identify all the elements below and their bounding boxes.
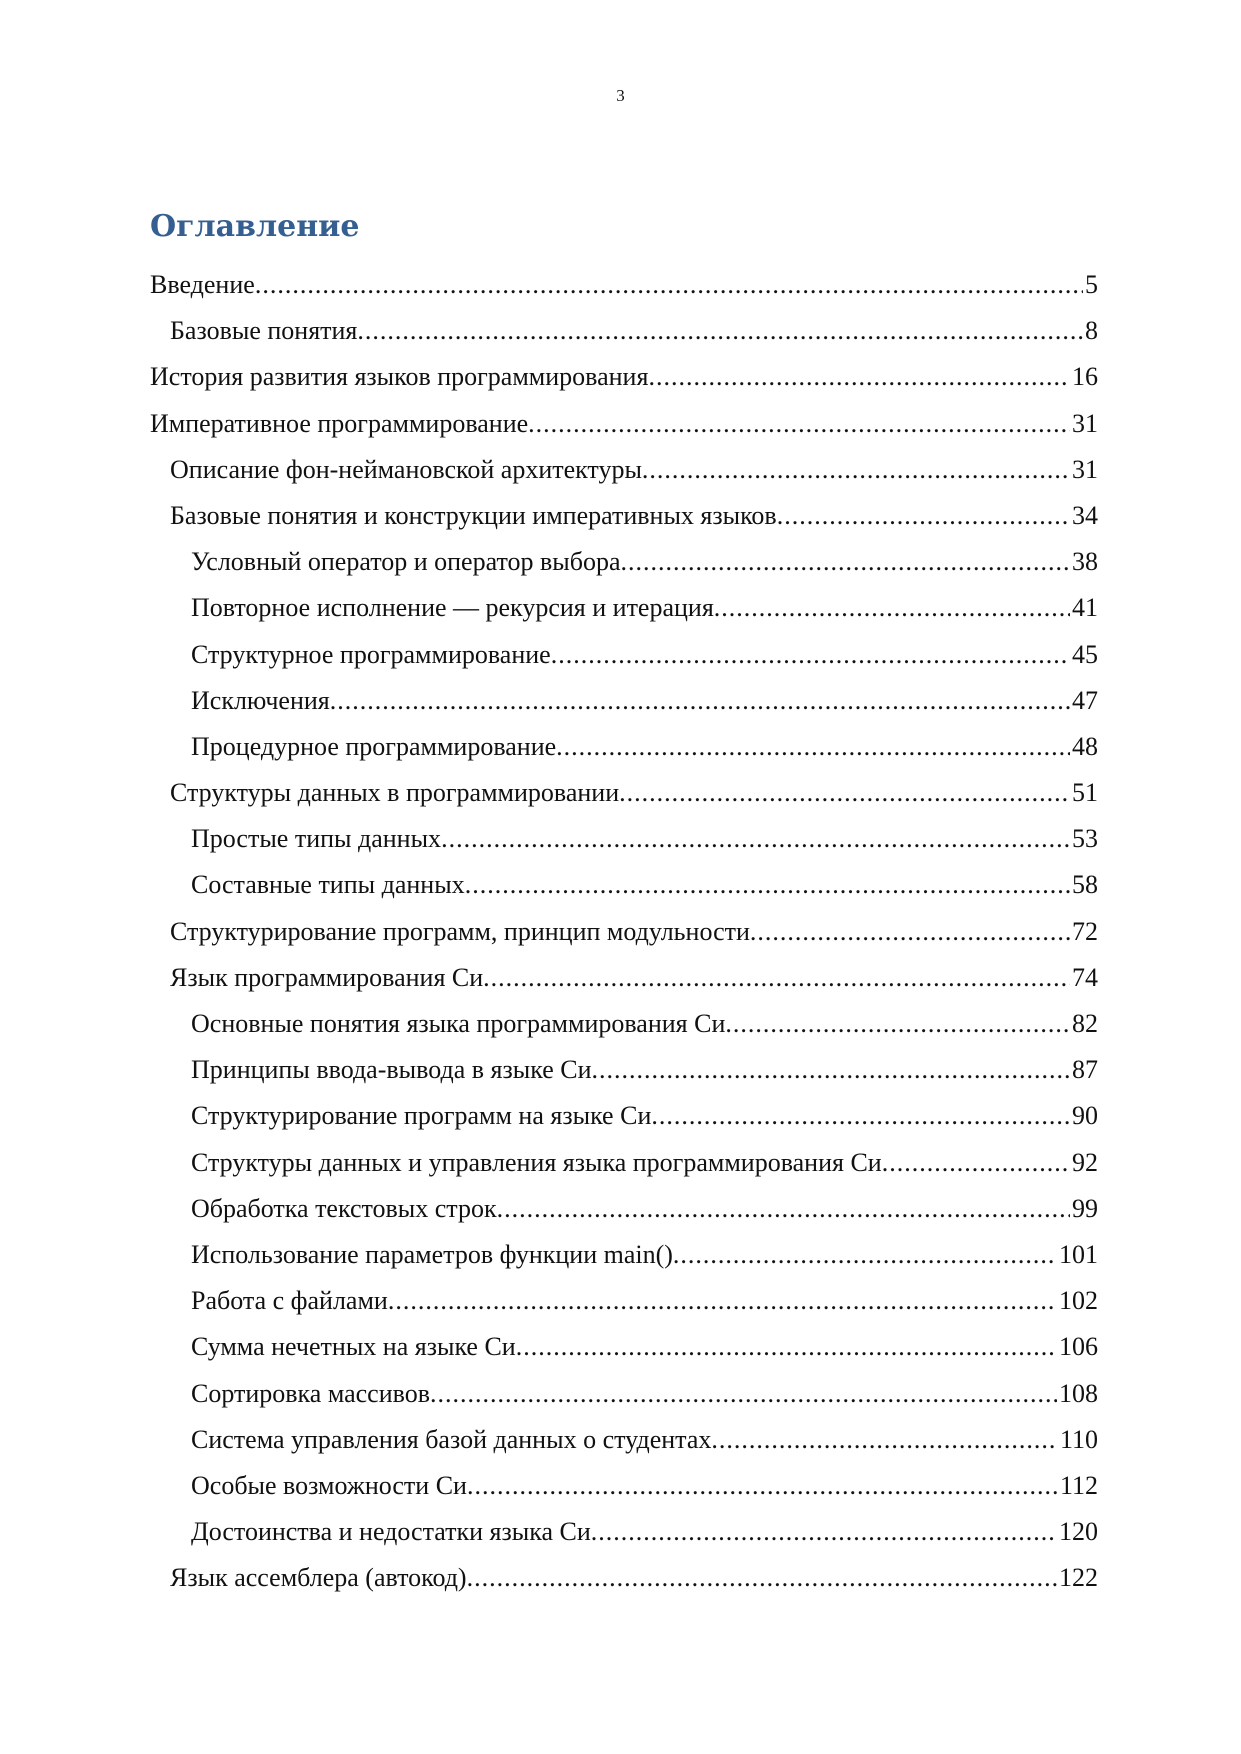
toc-dot-leader — [330, 678, 1070, 724]
toc-dot-leader — [750, 909, 1070, 955]
toc-entry-title: Структуры данных и управления языка программирования Си — [191, 1147, 882, 1177]
toc-entry-title: Описание фон-неймановской архитектуры — [170, 454, 642, 484]
toc-entry-title: Процедурное программирование — [191, 731, 557, 761]
page-number: 3 — [616, 86, 625, 105]
toc-dot-leader — [714, 585, 1070, 631]
toc-entry-page-number: 90 — [1072, 1101, 1098, 1131]
toc-entry-title: Сортировка массивов — [191, 1378, 431, 1408]
toc-entry-page-number: 38 — [1072, 547, 1098, 577]
toc-dot-leader — [528, 401, 1070, 447]
toc-entry-title: Основные понятия языка программирования Си — [191, 1009, 726, 1038]
toc-entry-page-number: 74 — [1072, 962, 1098, 992]
toc-entry[interactable] — [150, 1324, 1098, 1370]
toc-entry-page-number: 34 — [1072, 500, 1098, 530]
toc-dot-leader — [467, 1555, 1057, 1601]
toc-entry-page-number: 110 — [1059, 1424, 1098, 1454]
toc-entry-page-number: 41 — [1072, 593, 1098, 623]
toc-entry-title: Структурирование программ на языке Си — [191, 1101, 652, 1131]
toc-dot-leader — [619, 770, 1070, 816]
toc-dot-leader — [592, 1047, 1071, 1093]
toc-entry[interactable] — [150, 401, 1098, 447]
toc-entry-title: Язык ассемблера (автокод) — [170, 1563, 467, 1593]
toc-dot-leader — [357, 308, 1083, 354]
toc-entry-page-number: 92 — [1072, 1147, 1098, 1177]
toc-entry[interactable] — [150, 1509, 1098, 1555]
toc-entry-title: Условный оператор и оператор выбора — [191, 547, 621, 577]
toc-entry-page-number: 51 — [1072, 778, 1098, 808]
toc-entry-page-number: 120 — [1059, 1517, 1098, 1547]
toc-entry[interactable] — [150, 909, 1098, 955]
toc-entry-title: Язык программирования Си — [170, 962, 484, 992]
toc-entry-title: Простые типы данных — [191, 824, 442, 854]
toc-entry-page-number: 112 — [1059, 1470, 1098, 1500]
toc-entry[interactable] — [150, 539, 1098, 585]
toc-entry-page-number: 102 — [1059, 1286, 1098, 1316]
toc-entry[interactable] — [150, 1186, 1098, 1232]
toc-entry[interactable] — [150, 493, 1098, 539]
toc-entry-page-number: 72 — [1072, 916, 1098, 946]
toc-dot-leader — [620, 539, 1070, 585]
toc-entry[interactable] — [150, 354, 1098, 400]
toc-entry-page-number: 48 — [1072, 731, 1098, 761]
toc-entry-title: Обработка текстовых строк — [191, 1193, 497, 1223]
toc-entry-title: Императивное программирование — [150, 408, 529, 438]
toc-dot-leader — [497, 1186, 1070, 1232]
toc-entry[interactable] — [150, 1371, 1098, 1417]
toc-entry[interactable] — [150, 1093, 1098, 1139]
toc-dot-leader — [777, 493, 1070, 539]
toc-entry-page-number: 101 — [1059, 1239, 1098, 1269]
toc-entry-page-number: 47 — [1072, 685, 1098, 715]
toc-entry-title: Базовые понятия — [170, 316, 358, 346]
toc-entry-title: Использование параметров функции main() — [191, 1239, 673, 1269]
toc-entry[interactable] — [150, 1232, 1098, 1278]
toc-entry[interactable] — [150, 1001, 1098, 1047]
toc-entry-page-number: 108 — [1059, 1378, 1098, 1408]
toc-entry[interactable] — [150, 1417, 1098, 1463]
toc-entry-page-number: 53 — [1072, 824, 1098, 854]
toc-entry[interactable] — [150, 1555, 1098, 1601]
toc-dot-leader — [430, 1371, 1057, 1417]
toc-dot-leader — [516, 1324, 1057, 1370]
toc-entry-page-number: 5 — [1085, 270, 1098, 299]
toc-entry[interactable] — [150, 862, 1098, 908]
toc-entry[interactable] — [150, 1278, 1098, 1324]
toc-entry-title: Особые возможности Си — [191, 1470, 467, 1500]
toc-entry[interactable] — [150, 308, 1098, 354]
toc-entry-title: Работа с файлами — [191, 1286, 388, 1316]
toc-list — [150, 262, 1098, 1601]
toc-entry-title: Структурирование программ, принцип модульности — [170, 916, 750, 946]
toc-entry[interactable] — [150, 678, 1098, 724]
toc-entry[interactable] — [150, 1463, 1098, 1509]
toc-entry-title: Принципы ввода-вывода в языке Си — [191, 1055, 592, 1085]
toc-entry-title: Сумма нечетных на языке Си — [191, 1332, 516, 1362]
toc-dot-leader — [673, 1232, 1057, 1278]
toc-entry-title: Исключения — [191, 685, 330, 715]
toc-entry[interactable] — [150, 1047, 1098, 1093]
toc-entry-title: Введение — [150, 270, 255, 299]
toc-dot-leader — [255, 262, 1083, 308]
toc-entry-page-number: 87 — [1072, 1055, 1098, 1085]
toc-entry-title: Структуры данных в программировании — [170, 778, 620, 808]
toc-entry[interactable] — [150, 724, 1098, 770]
toc-heading: Оглавление — [150, 209, 360, 244]
toc-entry-page-number: 106 — [1059, 1332, 1098, 1362]
toc-entry[interactable] — [150, 447, 1098, 493]
toc-entry[interactable] — [150, 262, 1098, 308]
toc-entry-title: Система управления базой данных о студентах — [191, 1424, 712, 1454]
toc-entry-title: Достоинства и недостатки языка Си — [191, 1517, 591, 1547]
toc-entry-page-number: 31 — [1072, 408, 1098, 438]
toc-dot-leader — [388, 1278, 1057, 1324]
toc-entry-title: Повторное исполнение — рекурсия и итерация — [191, 593, 714, 623]
toc-entry-title: Структурное программирование — [191, 639, 551, 669]
toc-entry-page-number: 82 — [1072, 1009, 1098, 1038]
toc-entry-title: Базовые понятия и конструкции императивных языков — [170, 500, 777, 530]
toc-dot-leader — [591, 1509, 1057, 1555]
toc-dot-leader — [483, 955, 1070, 1001]
toc-entry-page-number: 31 — [1072, 454, 1098, 484]
toc-entry[interactable] — [150, 1140, 1098, 1186]
toc-entry-page-number: 45 — [1072, 639, 1098, 669]
toc-entry-page-number: 122 — [1059, 1563, 1098, 1593]
toc-dot-leader — [651, 1093, 1070, 1139]
toc-dot-leader — [711, 1417, 1058, 1463]
toc-entry-page-number: 8 — [1085, 316, 1098, 346]
toc-entry-page-number: 58 — [1072, 870, 1098, 900]
toc-entry-page-number: 16 — [1072, 362, 1098, 392]
toc-entry[interactable] — [150, 955, 1098, 1001]
toc-dot-leader — [551, 632, 1070, 678]
toc-dot-leader — [642, 447, 1070, 493]
toc-dot-leader — [467, 1463, 1058, 1509]
toc-entry[interactable] — [150, 585, 1098, 631]
toc-entry[interactable] — [150, 816, 1098, 862]
toc-entry-page-number: 99 — [1072, 1193, 1098, 1223]
toc-dot-leader — [441, 816, 1070, 862]
toc-entry-title: Составные типы данных — [191, 870, 465, 900]
toc-dot-leader — [725, 1001, 1070, 1047]
toc-dot-leader — [465, 862, 1070, 908]
toc-entry-title: История развития языков программирования — [150, 362, 649, 392]
toc-entry[interactable] — [150, 632, 1098, 678]
toc-entry[interactable] — [150, 770, 1098, 816]
toc-dot-leader — [556, 724, 1070, 770]
toc-dot-leader — [882, 1140, 1070, 1186]
toc-dot-leader — [648, 354, 1070, 400]
